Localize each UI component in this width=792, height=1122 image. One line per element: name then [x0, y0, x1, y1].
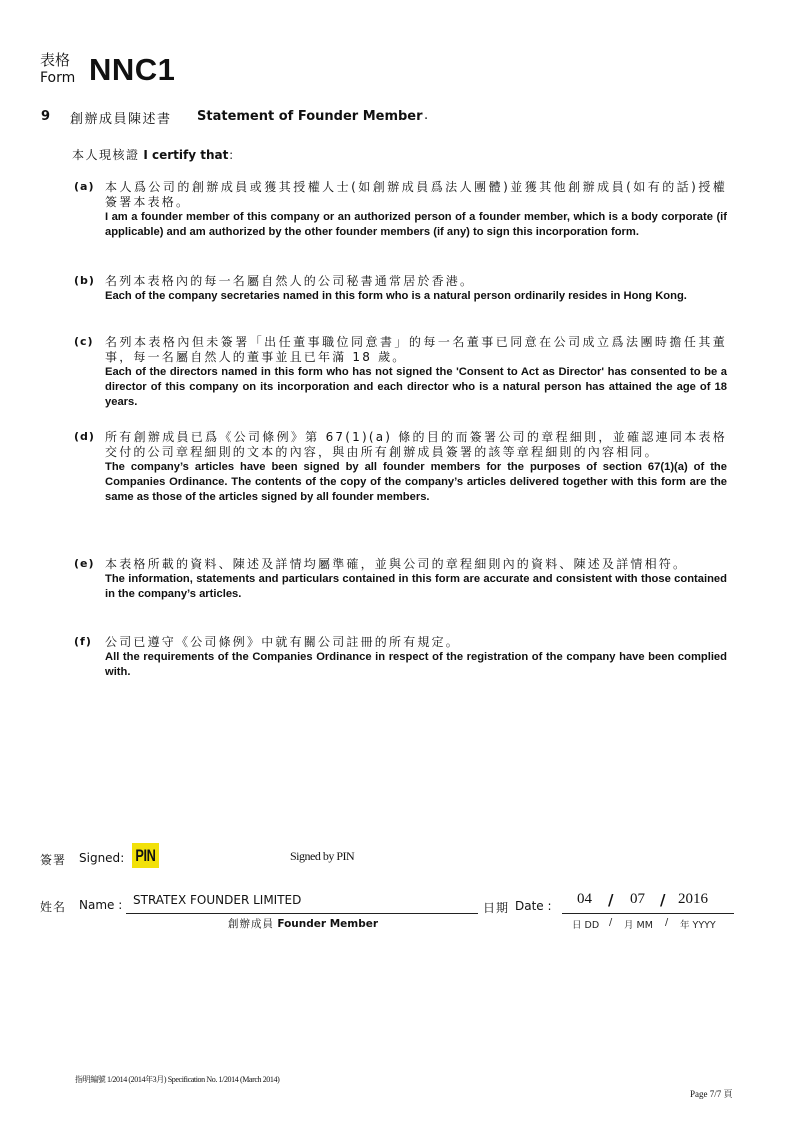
date-month: 07: [630, 891, 645, 907]
date-label-en: [515, 899, 552, 913]
name-underline: [126, 913, 478, 914]
section-title-zh: 創辦成員陳述書: [70, 112, 172, 127]
date-caption-dd: 日 DD: [572, 920, 600, 931]
date-caption-sep: /: [665, 917, 669, 928]
item-text-zh: 名列本表格內的每一名屬自然人的公司秘書通常居於香港。: [105, 274, 475, 288]
date-label-zh: 日期: [483, 901, 510, 915]
item-d: [74, 430, 734, 505]
item-e: [74, 557, 734, 602]
section-number: 9: [41, 109, 51, 124]
name-label-text: Name: [79, 898, 115, 912]
form-code: NNC1: [89, 52, 176, 87]
item-f: [74, 635, 734, 680]
signed-label-text: Signed: [79, 851, 121, 865]
footer-specification: 指明編號 1/2014 (2014年3月) Specification No. 1/2014 (March 2014): [75, 1075, 280, 1084]
certify-zh: 本人現核證: [72, 148, 140, 162]
item-label: (c): [74, 335, 94, 348]
date-year: 2016: [678, 891, 708, 907]
date-colon: :: [547, 899, 552, 913]
date-separator: /: [608, 891, 614, 909]
section-trailing-mark: .: [424, 108, 429, 123]
signed-label-en: [79, 851, 124, 865]
item-text-zh: 本人爲公司的創辦成員或獲其授權人士(如創辦成員爲法人團體)並獲其他創辦成員(如有的話)授權簽署本表格。: [105, 180, 727, 209]
name-label-en: [79, 898, 122, 912]
name-value: STRATEX FOUNDER LIMITED: [133, 893, 302, 907]
item-label: (d): [74, 430, 95, 443]
item-text-en: I am a founder member of this company or an authorized person of a founder member, which is a body corporate (if applicable) and am authorized by the other founder members (if any) to sign this incorporation form.: [105, 211, 727, 238]
item-text-en: The company’s articles have been signed by all founder members for the purposes of section 67(1)(a) of the Companies Ordinance. The contents of the copy of the company’s articles delivered together with this form are the same as those of the articles signed by all founder members.: [105, 461, 727, 503]
item-text-en: Each of the directors named in this form who has not signed the 'Consent to Act as Director' has consented to be a director of this company on its incorporation and each director who is a natural person has attained the age of 18 years.: [105, 366, 727, 408]
date-caption-sep: /: [609, 917, 613, 928]
date-caption-yyyy: 年 YYYY: [680, 920, 716, 931]
item-b: [74, 274, 734, 304]
item-text-zh: 所有創辦成員已爲《公司條例》第 67(1)(a) 條的目的而簽署公司的章程細則，並確認連同本表格交付的公司章程細則的文本的內容，與由所有創辦成員簽署的該等章程細則的內容相同。: [105, 430, 727, 459]
item-label: (b): [74, 274, 95, 287]
form-label-zh: 表格: [40, 51, 71, 69]
name-label-zh: 姓名: [40, 900, 67, 914]
signed-colon: :: [120, 851, 125, 865]
item-label: (f): [74, 635, 92, 648]
date-separator: /: [660, 891, 666, 909]
pin-signature-badge: [132, 843, 159, 868]
item-a: [74, 180, 734, 240]
founder-member-caption: [228, 916, 378, 931]
item-text-zh: 公司已遵守《公司條例》中就有關公司註冊的所有規定。: [105, 635, 461, 649]
item-text-en: Each of the company secretaries named in this form who is a natural person ordinarily resides in Hong Kong.: [105, 290, 687, 302]
founder-caption-zh: 創辦成員: [228, 918, 274, 930]
item-c: [74, 335, 734, 410]
signed-by-text: Signed by PIN: [290, 849, 355, 863]
footer-page-number: Page 7/7 頁: [690, 1089, 733, 1099]
certify-statement: [72, 146, 240, 163]
section-title-en: Statement of Founder Member: [197, 109, 423, 124]
item-label: (e): [74, 557, 95, 570]
item-label: (a): [74, 180, 95, 193]
certify-colon: ：: [228, 148, 241, 162]
founder-caption-en: Founder Member: [277, 918, 379, 930]
date-day: 04: [577, 891, 592, 907]
name-colon: :: [118, 898, 123, 912]
certify-en: I certify that: [143, 148, 229, 162]
item-text-zh: 名列本表格內但未簽署「出任董事職位同意書」的每一名董事已同意在公司成立爲法團時擔任其董事，每一名屬自然人的董事並且已年滿 18 歲。: [105, 335, 727, 364]
form-label-en: Form: [40, 70, 76, 86]
item-text-en: All the requirements of the Companies Ordinance in respect of the registration of the company have been complied with.: [105, 651, 727, 678]
date-caption-mm: 月 MM: [624, 920, 653, 931]
pin-badge-text: PIN: [135, 845, 156, 865]
date-underline: [562, 913, 734, 914]
date-label-text: Date: [515, 899, 544, 913]
signed-label-zh: 簽署: [40, 853, 67, 867]
item-text-zh: 本表格所載的資料、陳述及詳情均屬準確，並與公司的章程細則內的資料、陳述及詳情相符。: [105, 557, 688, 571]
item-text-en: The information, statements and particulars contained in this form are accurate and consistent with those contained in the company’s articles.: [105, 573, 727, 600]
